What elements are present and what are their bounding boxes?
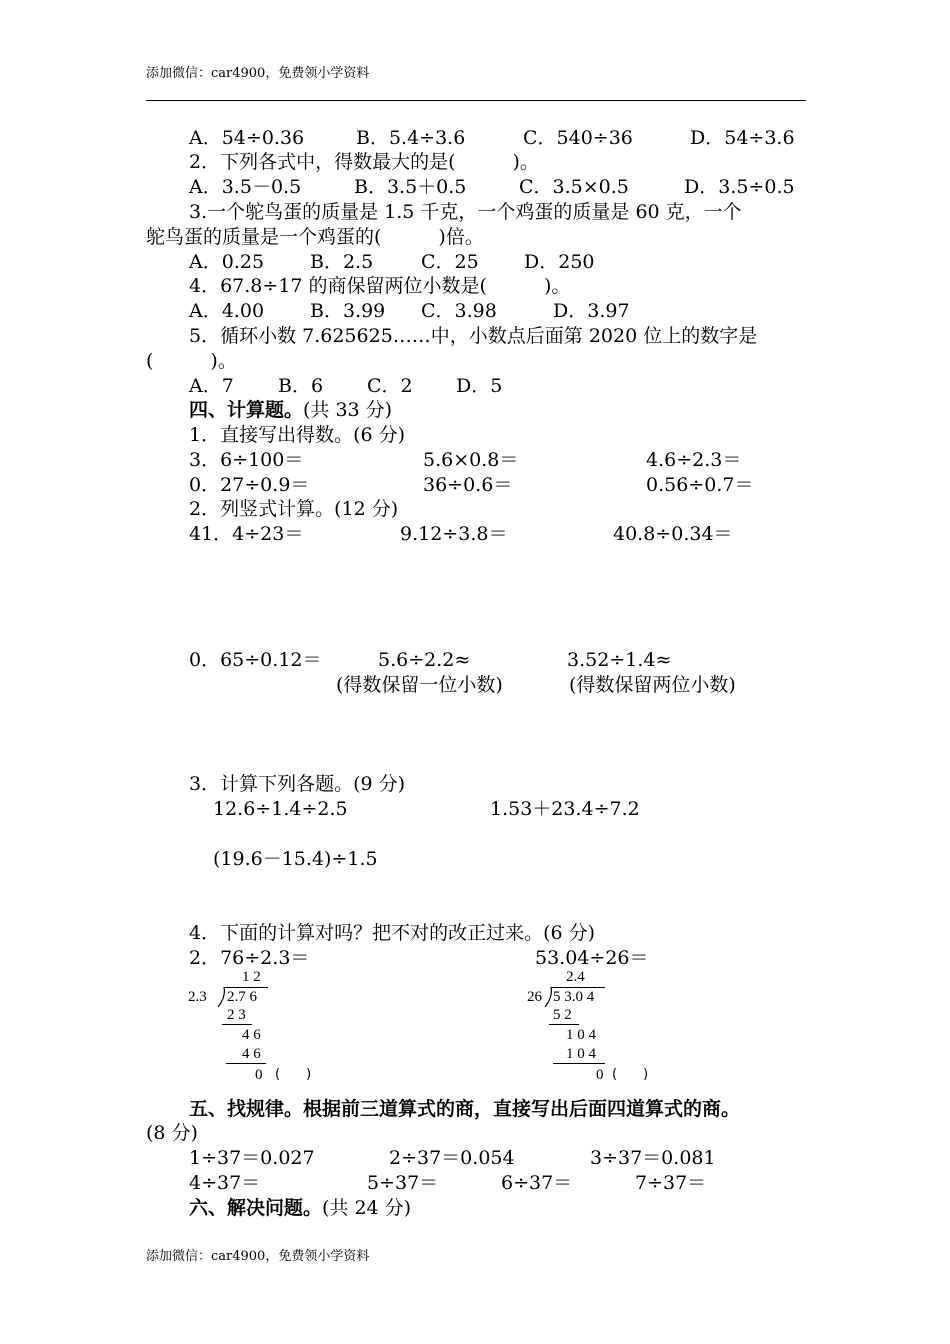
divisor: 2.3: [188, 989, 207, 1005]
q4-option-a: A．4.00: [189, 300, 265, 322]
q1-option-d: D．54÷3.6: [690, 127, 795, 149]
q3-stem-line2: 鸵鸟蛋的质量是一个鸡蛋的( )倍。: [146, 226, 484, 248]
division-bracket-icon: [216, 986, 226, 1008]
rounding-note-1: (得数保留一位小数): [336, 674, 503, 696]
q1-option-a: A．54÷0.36: [189, 127, 305, 149]
vertical-calc-5: 5.6÷2.2≈: [378, 649, 471, 671]
dividend: 5 3.0 4: [553, 989, 595, 1005]
mental-calc-2: 5.6×0.8＝: [423, 449, 519, 471]
q4-option-d: D．3.97: [553, 300, 630, 322]
expression-1: 12.6÷1.4÷2.5: [213, 798, 348, 820]
section-5-score: (8 分): [146, 1122, 198, 1144]
q3-option-b: B．2.5: [310, 251, 374, 273]
answer-blank: ( ): [275, 1067, 312, 1082]
subtract-2: 1 0 4: [566, 1046, 596, 1062]
vertical-calc-6: 3.52÷1.4≈: [567, 649, 672, 671]
page-footer: 添加微信：car4900，免费领小学资料: [146, 1249, 370, 1264]
q4-option-c: C．3.98: [421, 300, 497, 322]
q3-option-a: A．0.25: [189, 251, 265, 273]
check-calc-2: 53.04÷26＝: [535, 947, 649, 969]
final-remainder: 0: [255, 1067, 263, 1083]
pattern-5: 5÷37＝: [367, 1172, 439, 1194]
q3-stem-line1: 3.一个鸵鸟蛋的质量是 1.5 千克，一个鸡蛋的质量是 60 克，一个: [189, 201, 742, 223]
part-4-title: 4．下面的计算对吗？把不对的改正过来。(6 分): [189, 922, 596, 944]
mental-calc-1: 3．6÷100＝: [189, 449, 304, 471]
vertical-calc-2: 9.12÷3.8＝: [400, 523, 508, 545]
vertical-calc-4: 0．65÷0.12＝: [189, 649, 322, 671]
subtract-line: [226, 1063, 266, 1064]
q2-option-b: B．3.5＋0.5: [354, 176, 467, 198]
section-6-title: 六、解决问题。: [189, 1197, 323, 1219]
page-header: 添加微信：car4900，免费领小学资料: [146, 66, 370, 81]
part-3-title: 3．计算下列各题。(9 分): [189, 773, 406, 795]
pattern-2: 2÷37＝0.054: [389, 1147, 515, 1169]
final-remainder: 0: [596, 1067, 604, 1083]
pattern-1: 1÷37＝0.027: [189, 1147, 315, 1169]
mental-calc-4: 0．27÷0.9＝: [189, 474, 310, 496]
divisor: 26: [527, 989, 542, 1005]
remainder-1: 4 6: [242, 1027, 261, 1043]
subtract-1: 2 3: [227, 1007, 246, 1023]
check-calc-1: 2．76÷2.3＝: [189, 947, 310, 969]
vertical-calc-3: 40.8÷0.34＝: [613, 523, 733, 545]
remainder-1: 1 0 4: [566, 1027, 596, 1043]
subtract-line: [222, 1024, 252, 1025]
pattern-3: 3÷37＝0.081: [590, 1147, 716, 1169]
quotient: 1 2: [242, 969, 261, 985]
q2-stem: 2．下列各式中，得数最大的是( )。: [189, 151, 539, 173]
q4-stem: 4．67.8÷17 的商保留两位小数是( )。: [189, 275, 571, 297]
subtract-2: 4 6: [242, 1046, 261, 1062]
section-4-score: (共 33 分): [303, 399, 393, 421]
part-1-title: 1．直接写出得数。(6 分): [189, 424, 406, 446]
section-5-title: 五、找规律。根据前三道算式的商，直接写出后面四道算式的商。: [189, 1098, 741, 1120]
pattern-4: 4÷37＝: [189, 1172, 261, 1194]
q2-option-c: C．3.5×0.5: [519, 176, 629, 198]
pattern-6: 6÷37＝: [501, 1172, 573, 1194]
subtract-line: [549, 1024, 579, 1025]
q2-option-d: D．3.5÷0.5: [684, 176, 795, 198]
dividend: 2.7 6: [227, 989, 257, 1005]
q5-option-d: D．5: [456, 375, 503, 397]
q1-option-c: C．540÷36: [523, 127, 633, 149]
section-4-title: 四、计算题。: [189, 399, 304, 421]
mental-calc-5: 36÷0.6＝: [423, 474, 513, 496]
expression-2: 1.53＋23.4÷7.2: [490, 798, 640, 820]
q3-option-c: C．25: [421, 251, 479, 273]
q3-option-d: D．250: [524, 251, 595, 273]
part-2-title: 2．列竖式计算。(12 分): [189, 498, 399, 520]
q5-option-c: C．2: [367, 375, 413, 397]
rounding-note-2: (得数保留两位小数): [569, 674, 736, 696]
answer-blank: ( ): [612, 1067, 649, 1082]
q5-stem-line2: ( )。: [146, 350, 237, 372]
quotient: 2.4: [566, 969, 585, 985]
division-bracket-icon: [543, 986, 553, 1008]
expression-3: (19.6－15.4)÷1.5: [213, 848, 378, 870]
vertical-calc-1: 41．4÷23＝: [189, 523, 304, 545]
q4-option-b: B．3.99: [310, 300, 386, 322]
q5-stem-line1: 5．循环小数 7.625625……中，小数点后面第 2020 位上的数字是: [189, 325, 758, 347]
mental-calc-3: 4.6÷2.3＝: [646, 449, 742, 471]
q5-option-b: B．6: [278, 375, 324, 397]
mental-calc-6: 0.56÷0.7＝: [646, 474, 754, 496]
subtract-1: 5 2: [553, 1007, 572, 1023]
subtract-line: [553, 1063, 605, 1064]
pattern-7: 7÷37＝: [635, 1172, 707, 1194]
header-rule: [146, 100, 806, 101]
q2-option-a: A．3.5－0.5: [189, 176, 302, 198]
q1-option-b: B．5.4÷3.6: [356, 127, 466, 149]
section-4-heading: [189, 398, 392, 422]
q5-option-a: A．7: [189, 375, 234, 397]
section-6-score: (共 24 分): [322, 1197, 412, 1219]
section-6-heading: [189, 1196, 411, 1220]
